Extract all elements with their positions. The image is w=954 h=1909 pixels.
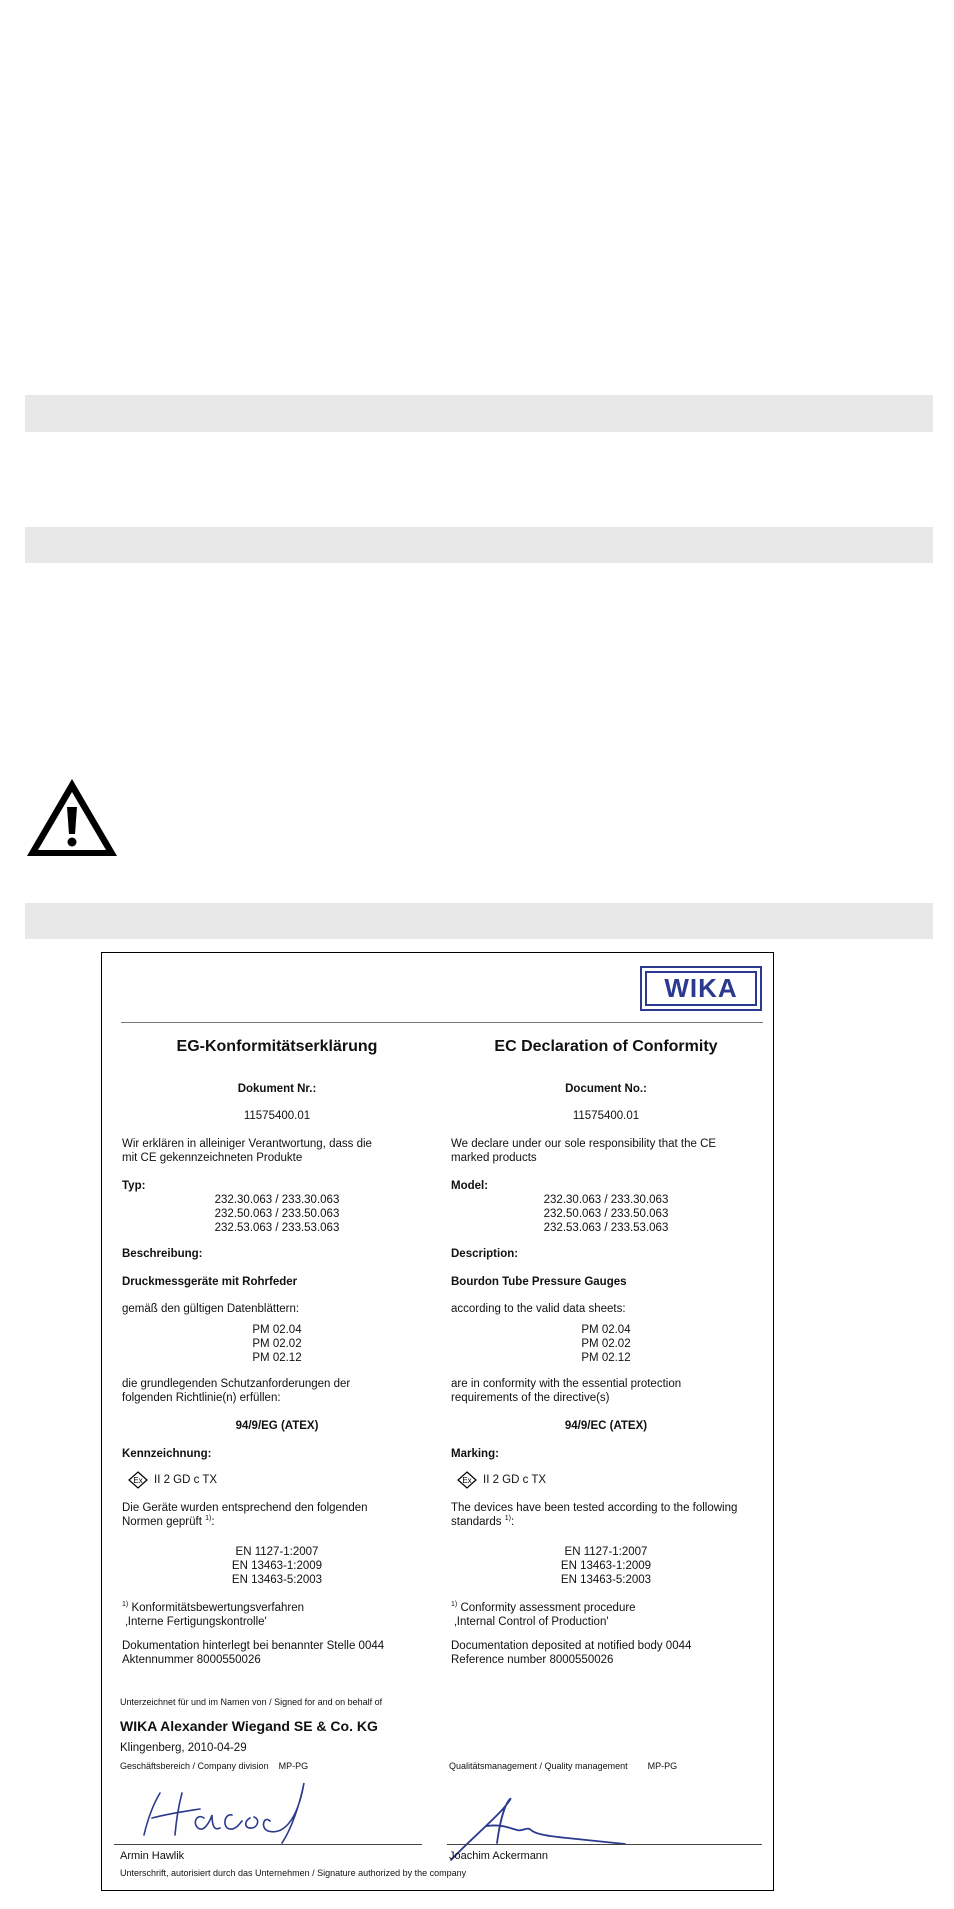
- place-date: Klingenberg, 2010-04-29: [120, 1742, 247, 1754]
- conformity-text-de: die grundlegenden Schutzanforderungen der folgenden Richtlinie(n) erfüllen:: [122, 1378, 351, 1404]
- header-divider: [121, 1022, 763, 1023]
- footnote-en: $^{1)}$ Conformity assessment procedure ‚Internal Control of Production': [451, 1601, 636, 1628]
- signature-line-right: [447, 1844, 762, 1845]
- tested-de: Die Geräte wurden entsprechend den folgenden Normen geprüft $^{1)}$:: [122, 1502, 368, 1528]
- model-label-de: Typ:: [122, 1180, 146, 1192]
- documentation-de: Dokumentation hinterlegt bei benannter Stelle 0044 Aktennummer 8000550026: [122, 1640, 385, 1666]
- section-header-bar: [25, 903, 933, 939]
- doc-number-de: 11575400.01: [243, 1110, 311, 1122]
- intro-de: Wir erklären in alleiniger Verantwortung, dass die mit CE gekennzeichneten Produkte: [122, 1138, 372, 1164]
- doc-number-en: 11575400.01: [572, 1110, 640, 1122]
- ex-explosion-protection-icon: [457, 1471, 477, 1489]
- models-de: 232.30.063 / 233.30.063 232.50.063 / 233.50.063 232.53.063 / 233.53.063: [214, 1194, 340, 1234]
- description-label-en: Description:: [451, 1248, 519, 1260]
- conformity-text-en: are in conformity with the essential protection requirements of the directive(s): [451, 1378, 682, 1404]
- datasheets-en: PM 02.04 PM 02.02 PM 02.12: [581, 1324, 631, 1364]
- doc-label-en: Document No.:: [565, 1083, 647, 1095]
- standards-en: EN 1127-1:2007 EN 13463-1:2009 EN 13463-5:2003: [560, 1546, 652, 1586]
- signer-left-name: Armin Hawlik: [120, 1850, 185, 1862]
- model-label-en: Model:: [451, 1180, 489, 1192]
- marking-label-en: Marking:: [451, 1448, 499, 1460]
- doc-label-de: Dokument Nr.:: [237, 1083, 317, 1095]
- svg-text:Ex: Ex: [133, 1476, 143, 1485]
- warning-icon: [24, 775, 120, 860]
- marking-label-de: Kennzeichnung:: [122, 1448, 212, 1460]
- ec-declaration-certificate: [101, 952, 774, 1891]
- signer-right-name: Joachim Ackermann: [449, 1850, 549, 1862]
- signature-line-left: [114, 1844, 422, 1845]
- directive-de: 94/9/EG (ATEX): [235, 1420, 319, 1432]
- directive-en: 94/9/EC (ATEX): [564, 1420, 648, 1432]
- quality-label: Qualitätsmanagement / Quality management MP-PG: [449, 1761, 678, 1771]
- ex-explosion-protection-icon: [128, 1471, 148, 1489]
- standards-de: EN 1127-1:2007 EN 13463-1:2009 EN 13463-5:2003: [231, 1546, 323, 1586]
- intro-en: We declare under our sole responsibility that the CE marked products: [451, 1138, 717, 1164]
- marking-en: Ex II 2 GD c TX: [457, 1471, 546, 1489]
- tested-en: The devices have been tested according to the following standards $^{1)}$:: [451, 1502, 738, 1528]
- datasheets-label-de: gemäß den gültigen Datenblättern:: [122, 1303, 300, 1315]
- signature-armin-hawlik: [132, 1773, 312, 1848]
- title-de: EG-Konformitätserklärung: [176, 1038, 378, 1055]
- signed-on-behalf: Unterzeichnet für und im Namen von / Signed for and on behalf of: [120, 1697, 383, 1707]
- signature-note: Unterschrift, autorisiert durch das Unternehmen / Signature authorized by the company: [120, 1868, 467, 1878]
- company-name: WIKA Alexander Wiegand SE & Co. KG: [120, 1718, 378, 1734]
- svg-text:Ex: Ex: [462, 1476, 472, 1485]
- documentation-en: Documentation deposited at notified body 0044 Reference number 8000550026: [451, 1640, 692, 1666]
- description-en: Bourdon Tube Pressure Gauges: [451, 1276, 627, 1288]
- section-header-bar: [25, 395, 933, 432]
- footnote-de: $^{1)}$ Konformitätsbewertungsverfahren ‚Interne Fertigungskontrolle': [122, 1601, 305, 1628]
- title-en: EC Declaration of Conformity: [494, 1038, 718, 1055]
- description-de: Druckmessgeräte mit Rohrfeder: [122, 1276, 298, 1288]
- section-header-bar: [25, 527, 933, 563]
- datasheets-label-en: according to the valid data sheets:: [451, 1303, 626, 1315]
- marking-de: Ex II 2 GD c TX: [128, 1471, 217, 1489]
- description-label-de: Beschreibung:: [122, 1248, 203, 1260]
- datasheets-de: PM 02.04 PM 02.02 PM 02.12: [252, 1324, 302, 1364]
- division-label: Geschäftsbereich / Company division MP-PG: [120, 1761, 309, 1771]
- wika-logo: WIKA: [640, 966, 762, 1011]
- models-en: 232.30.063 / 233.30.063 232.50.063 / 233.50.063 232.53.063 / 233.53.063: [543, 1194, 669, 1234]
